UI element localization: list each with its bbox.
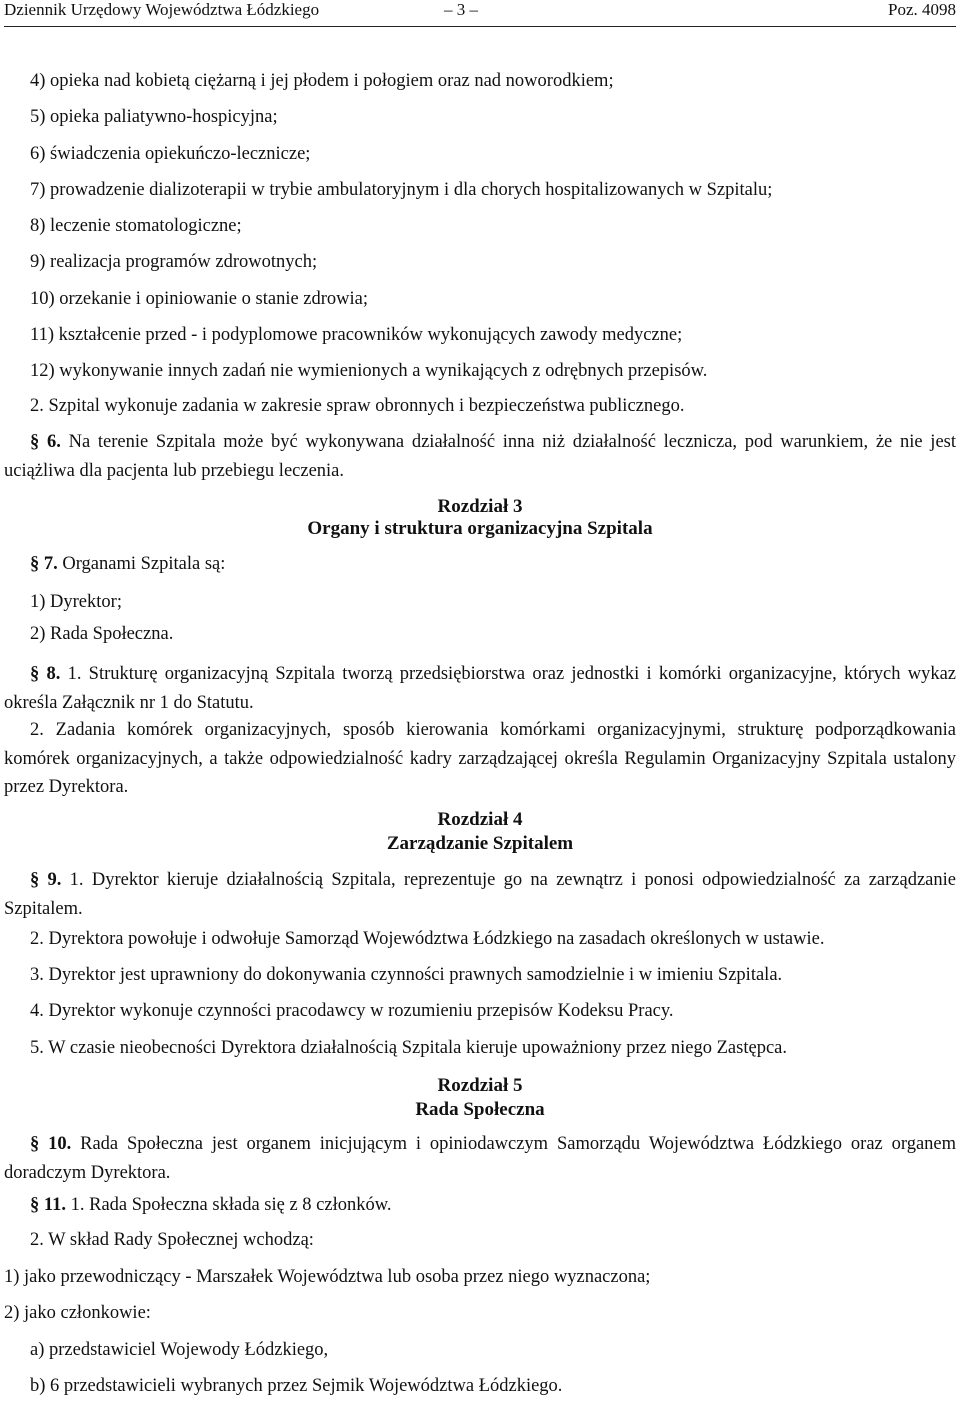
paragraph-text: Organami Szpitala są: bbox=[57, 554, 226, 574]
section-number: § 9. bbox=[30, 870, 62, 890]
list-subitem: a) przedstawiciel Wojewody Łódzkiego, bbox=[30, 1340, 329, 1360]
chapter-5-title: Rozdział 5 bbox=[437, 1075, 523, 1096]
paragraph-text: 1. Dyrektor kieruje działalnością Szpitala, reprezentuje go na zewnątrz i ponosi odpowiedzialność za zarządzanie Szpitalem. bbox=[4, 870, 956, 919]
list-item: 7) prowadzenie dializoterapii w trybie ambulatoryjnym i dla chorych hospitalizowanych w Szpitalu; bbox=[30, 180, 773, 200]
journal-title: Dziennik Urzędowy Województwa Łódzkiego bbox=[4, 0, 320, 19]
list-item: 5) opieka paliatywno-hospicyjna; bbox=[30, 107, 278, 127]
paragraph-text: 1. Rada Społeczna składa się z 8 członków. bbox=[65, 1195, 392, 1215]
paragraph-9-4: 4. Dyrektor wykonuje czynności pracodawcy w rozumieniu przepisów Kodeksu Pracy. bbox=[30, 1001, 674, 1021]
page-header bbox=[4, 0, 956, 27]
paragraph-10 bbox=[4, 1130, 956, 1187]
section-number: § 11. bbox=[30, 1195, 66, 1215]
section-number: § 6. bbox=[30, 432, 61, 452]
section-number: § 8. bbox=[30, 664, 61, 684]
list-item: 10) orzekanie i opiniowanie o stanie zdrowia; bbox=[30, 289, 369, 309]
chapter-3-subtitle: Organy i struktura organizacyjna Szpitala bbox=[307, 518, 653, 539]
list-item: 11) kształcenie przed - i podyplomowe pracowników wykonujących zawody medyczne; bbox=[30, 325, 683, 345]
list-item: 1) jako przewodniczący - Marszałek Województwa lub osoba przez niego wyznaczona; bbox=[4, 1267, 651, 1287]
paragraph-text: Na terenie Szpitala może być wykonywana działalność inna niż działalność lecznicza, pod warunkiem, że nie jest uciążliwa dla pacjenta lub przebiegu leczenia. bbox=[4, 432, 956, 481]
paragraph-7 bbox=[30, 550, 956, 579]
chapter-4-subtitle: Zarządzanie Szpitalem bbox=[386, 833, 574, 854]
chapter-4-title: Rozdział 4 bbox=[437, 809, 523, 830]
paragraph-9-5: 5. W czasie nieobecności Dyrektora działalnością Szpitala kieruje upoważniony przez niego Zastępca. bbox=[30, 1038, 787, 1058]
list-item: 8) leczenie stomatologiczne; bbox=[30, 216, 242, 236]
list-item: 2) Rada Społeczna. bbox=[30, 624, 174, 644]
paragraph-9-2: 2. Dyrektora powołuje i odwołuje Samorząd Województwa Łódzkiego na zasadach określonych w ustawie. bbox=[30, 929, 825, 949]
section-number: § 10. bbox=[30, 1134, 72, 1154]
paragraph-6 bbox=[4, 428, 956, 485]
paragraph-8-2: 2. Zadania komórek organizacyjnych, sposób kierowania komórkami organizacyjnymi, strukturę podporządkowania komórek organizacyjnych, a także odpowiedzialność kadry zarządzającej określa Regulamin Organizacyjny Szpitala ustalony przez Dyrektora. bbox=[4, 720, 956, 797]
paragraph-9-3: 3. Dyrektor jest uprawniony do dokonywania czynności prawnych samodzielnie i w imieniu Szpitala. bbox=[30, 965, 783, 985]
list-subitem: b) 6 przedstawicieli wybranych przez Sejmik Województwa Łódzkiego. bbox=[30, 1376, 563, 1396]
paragraph-text: Rada Społeczna jest organem inicjującym i opiniodawczym Samorządu Województwa Łódzkiego oraz organem doradczym Dyrektora. bbox=[4, 1134, 957, 1183]
chapter-5-subtitle: Rada Społeczna bbox=[415, 1099, 545, 1120]
paragraph-8-1 bbox=[4, 660, 956, 717]
list-item: 6) świadczenia opiekuńczo-lecznicze; bbox=[30, 144, 311, 164]
paragraph-5-2: 2. Szpital wykonuje zadania w zakresie spraw obronnych i bezpieczeństwa publicznego. bbox=[30, 396, 685, 416]
paragraph-11-2: 2. W skład Rady Społecznej wchodzą: bbox=[30, 1230, 314, 1250]
chapter-3-title: Rozdział 3 bbox=[437, 496, 523, 517]
list-item: 1) Dyrektor; bbox=[30, 592, 122, 612]
list-item: 12) wykonywanie innych zadań nie wymienionych a wynikających z odrębnych przepisów. bbox=[30, 361, 708, 381]
list-item: 2) jako członkowie: bbox=[4, 1303, 151, 1323]
position-number: Poz. 4098 bbox=[888, 0, 956, 19]
section-number: § 7. bbox=[30, 554, 58, 574]
paragraph-11-1 bbox=[30, 1191, 956, 1220]
paragraph-9-1 bbox=[4, 866, 956, 923]
list-item: 4) opieka nad kobietą ciężarną i jej płodem i połogiem oraz nad noworodkiem; bbox=[30, 71, 614, 91]
list-item: 9) realizacja programów zdrowotnych; bbox=[30, 252, 318, 272]
page-number: – 3 – bbox=[444, 0, 478, 19]
paragraph-text: 1. Strukturę organizacyjną Szpitala tworzą przedsiębiorstwa oraz jednostki i komórki organizacyjne, których wykaz określa Załącznik nr 1 do Statutu. bbox=[4, 664, 957, 713]
